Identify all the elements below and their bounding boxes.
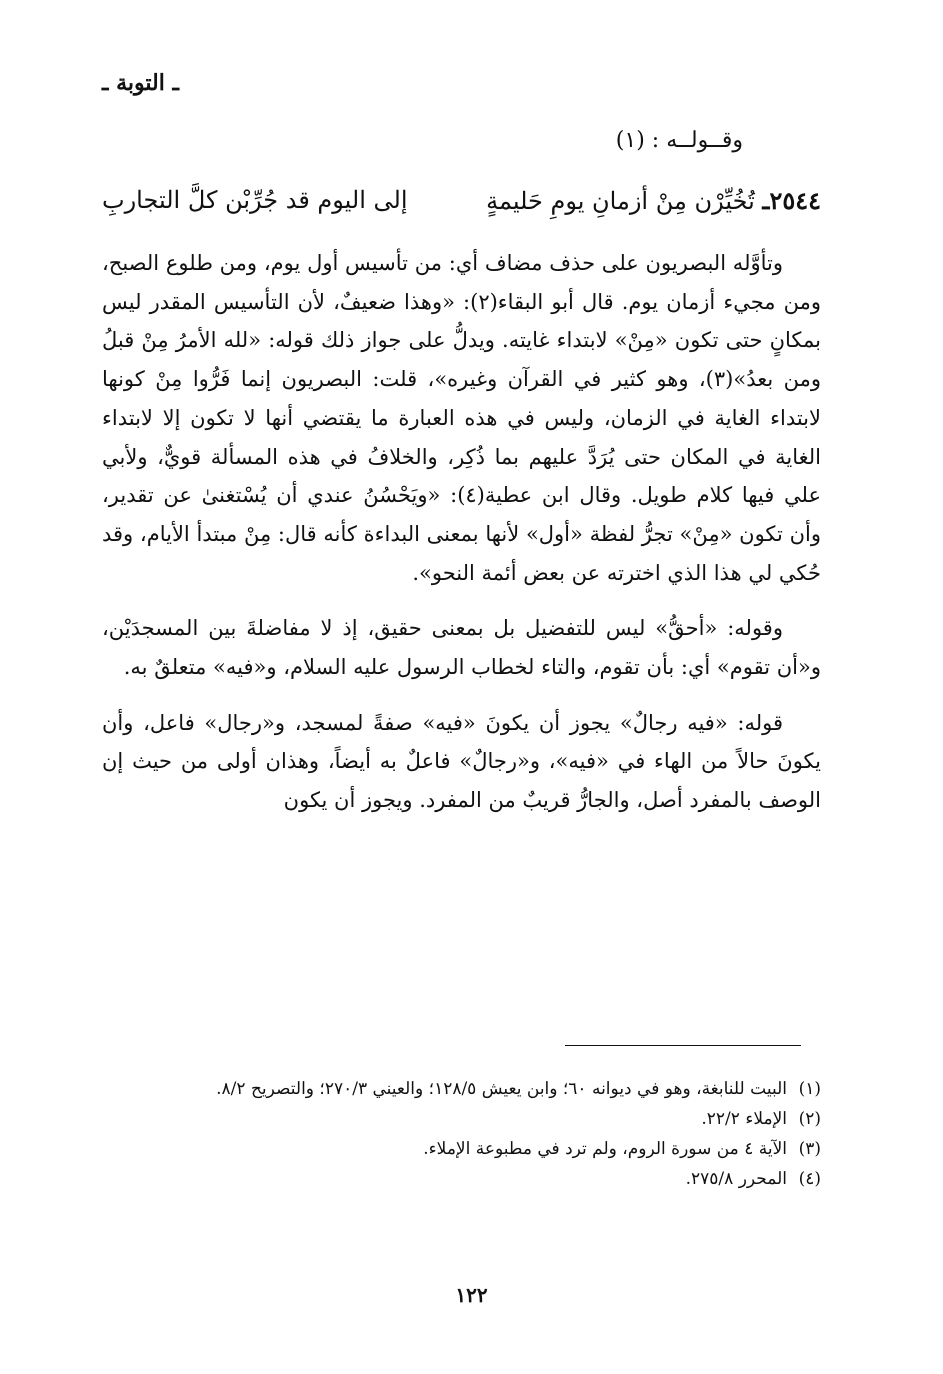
footnote-text: المحرر ٢٧٥/٨. xyxy=(685,1169,787,1189)
footnote-text: الآية ٤ من سورة الروم، ولم ترد في مطبوعة الإملاء. xyxy=(423,1139,787,1159)
footnote xyxy=(102,1074,821,1104)
verse-first-half xyxy=(486,186,821,215)
verse-second-hemistich: إلى اليوم قد جُرِّبْن كلَّ التجاربِ xyxy=(102,186,408,214)
footnote-number: (١) xyxy=(798,1079,821,1099)
footnote-number: (٤) xyxy=(798,1169,821,1189)
footnote-text: البيت للنابغة، وهو في ديوانه ٦٠؛ وابن يعيش ١٢٨/٥؛ والعيني ٢٧٠/٣؛ والتصريح ٨/٢. xyxy=(216,1079,787,1099)
footnote-number: (٣) xyxy=(798,1139,821,1159)
verse-number: ٢٥٤٤ـ xyxy=(762,186,821,215)
paragraph: قوله: «فيه رجالٌ» يجوز أن يكونَ «فيه» صفةً لمسجد، و«رجال» فاعل، وأن يكونَ حالاً من الهاء في «فيه»، و«رجالٌ» فاعلٌ به أيضاً، وهذان أولى من حيث إن الوصف بالمفرد أصل، والجارُّ قريبٌ من المفرد. ويجوز أن يكون xyxy=(102,710,821,813)
footnote-number: (٢) xyxy=(798,1109,821,1129)
paragraph: وتأوَّله البصريون على حذف مضاف أي: من تأسيس أول يوم، ومن طلوع الصبح، ومن مجيء أزمان يوم. قال أبو البقاء(٢): «وهذا ضعيفٌ، لأن التأسيس المقدر ليس بمكانٍ حتى تكون «مِنْ» لابتداء غايته. ويدلُّ على جواز ذلك قوله: «لله الأمرُ مِنْ قبلُ ومن بعدُ»(٣)، وهو كثير في القرآن وغيره»، قلت: البصريون إنما فَرُّوا مِنْ كونها لابتداء الغاية في الزمان، وليس في هذه العبارة ما يقتضي أنها لا تكون إلا لابتداء الغاية في المكان حتى يُرَدَّ عليهم بما ذُكِر، والخلافُ في هذه المسألة قويٌّ، ولأبي علي فيها كلام طويل. وقال ابن عطية(٤): «ويَحْسُنُ عندي أن يُسْتغنىٰ عن تقدير، وأن تكون «مِنْ» تجرُّ لفظة «أول» لأنها بمعنى البداءة كأنه قال: مِنْ مبتدأ الأيام، وقد حُكي لي هذا الذي اخترته عن بعض أئمة النحو». xyxy=(102,251,821,585)
intro-line: وقــولــه : (١) xyxy=(615,128,743,153)
poetry-verse xyxy=(102,186,821,215)
footnote-separator xyxy=(565,1045,801,1046)
main-text xyxy=(102,244,821,837)
page-number: ١٢٢ xyxy=(455,1283,488,1307)
footnotes xyxy=(102,1074,821,1194)
footnote xyxy=(102,1134,821,1164)
footnote-text: الإملاء ٢٢/٢. xyxy=(701,1109,787,1129)
verse-first-hemistich: تُخُيِّرْن مِنْ أزمانِ يومِ حَليمةٍ xyxy=(486,187,755,215)
paragraph: وقوله: «أحقُّ» ليس للتفضيل بل بمعنى حقيق، إذ لا مفاضلةَ بين المسجدَيْن، و«أن تقوم» أي: بأن تقوم، والتاء لخطاب الرسول عليه السلام، و«فيه» متعلقٌ به. xyxy=(102,616,821,680)
footnote xyxy=(102,1104,821,1134)
running-header: ـ التوبة ـ xyxy=(102,70,179,96)
footnote xyxy=(102,1164,821,1194)
